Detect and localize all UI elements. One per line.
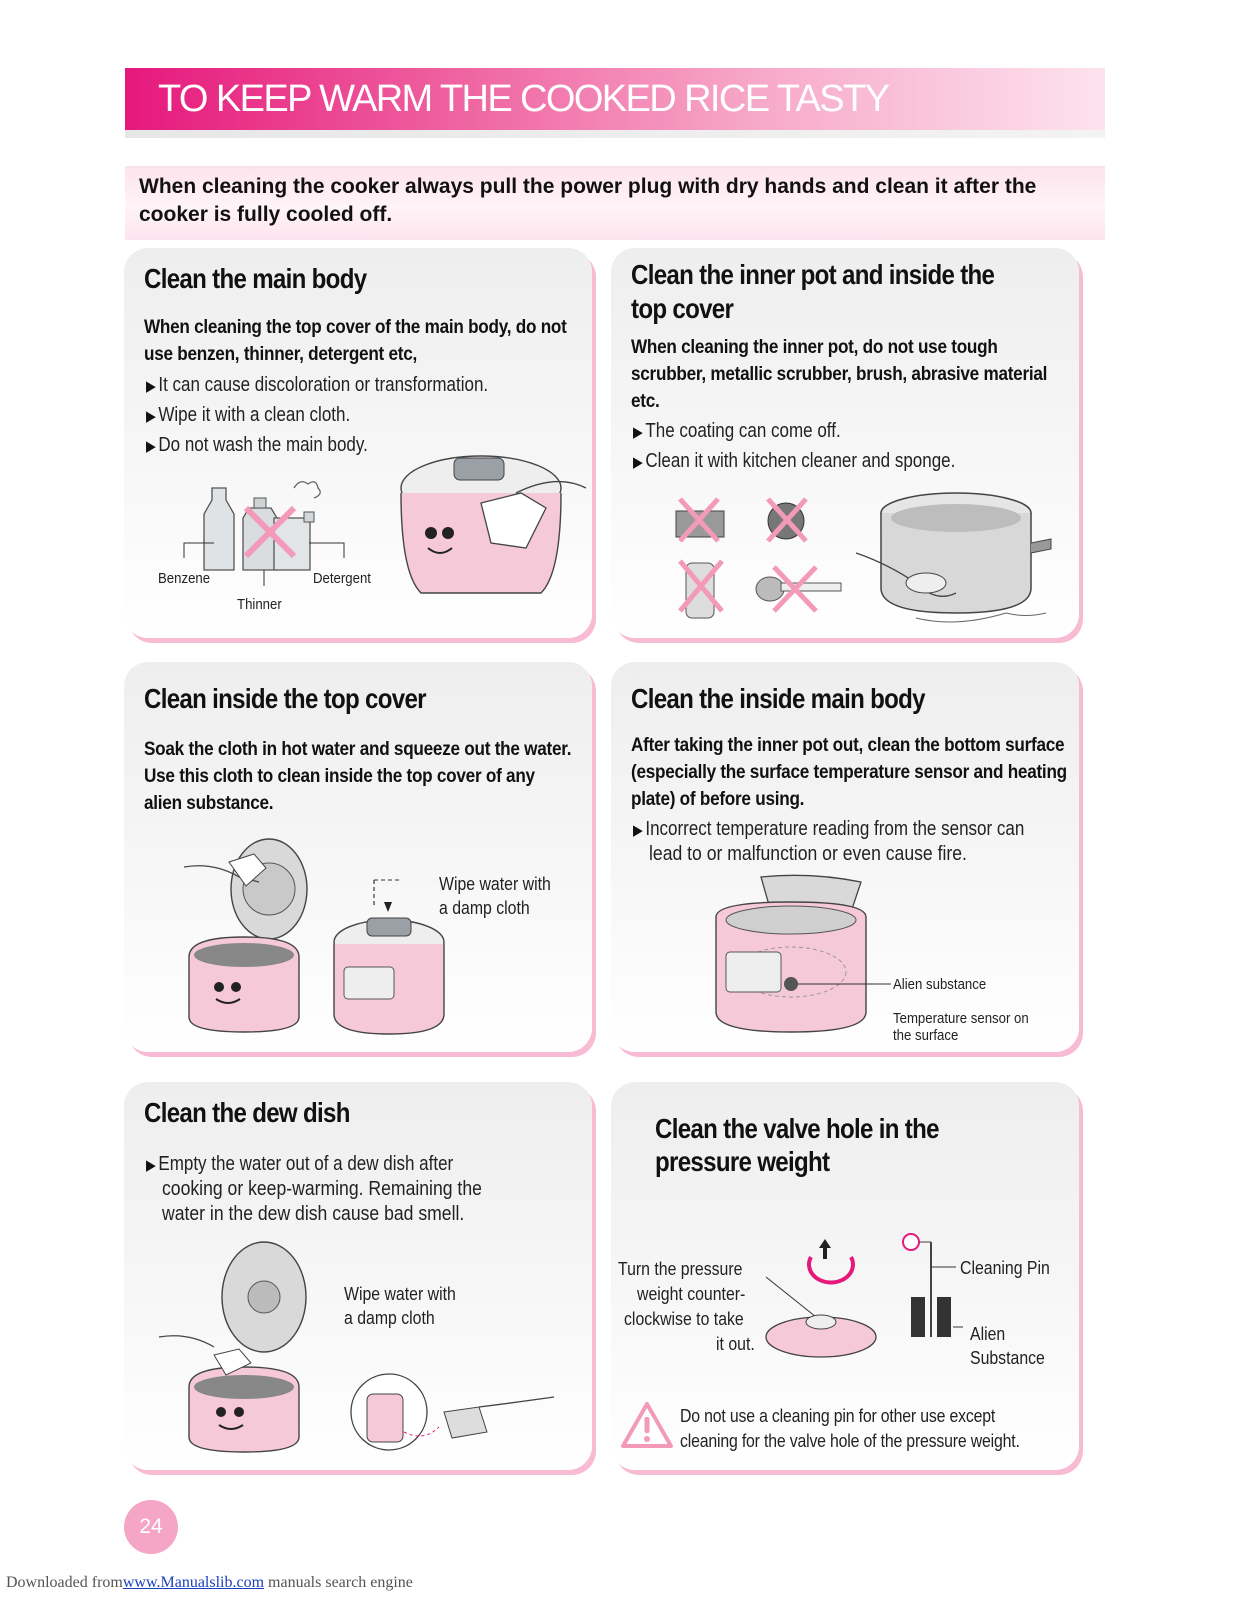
footer-suffix: manuals search engine [264,1574,413,1591]
panel-title: Clean the valve hole in the [655,1113,939,1144]
panel-top-cover [124,662,592,1052]
footer-text [6,1574,413,1592]
footer-link[interactable]: www.Manualslib.com [122,1574,265,1591]
caution-icon [619,1400,675,1450]
panel-title-line2: pressure weight [655,1146,830,1177]
footer-prefix: Downloaded from [6,1574,123,1591]
label-temperature-sensor-line2: the surface [893,1027,959,1044]
turn-instruction-line4: it out. [716,1334,755,1354]
panel-valve [611,1082,1079,1470]
panel-inside-body [611,662,1079,1052]
callout-text: Wipe water with [439,874,551,894]
label-detergent: Detergent [313,570,371,587]
callout-text-line2: a damp cloth [344,1308,435,1328]
bullet-item: ▶ Do not wash the main body. [146,433,368,459]
dew-dish-removal-illustration [349,1372,559,1462]
bullet-continuation: lead to or malfunction or even cause fire. [649,843,967,865]
bullet-item: ▶ Clean it with kitchen cleaner and sponge. [633,449,955,475]
panel-title-line2: top cover [631,293,734,324]
label-cleaning-pin: Cleaning Pin [960,1258,1050,1278]
label-alien-substance: Alien [970,1324,1006,1344]
panel-title: Clean inside the top cover [144,683,426,714]
label-alien-substance: Alien substance [893,976,987,993]
panel-title: Clean the inner pot and inside the [631,259,995,290]
label-temperature-sensor: Temperature sensor on [893,1010,1029,1027]
header-underline [125,130,1105,138]
bullet-item: ▶ Incorrect temperature reading from the sensor can [633,817,1024,843]
panel-title: Clean the dew dish [144,1097,350,1128]
bullet-item: ▶ The coating can come off. [633,419,841,445]
panel-intro: When cleaning the top cover of the main body, do not use benzen, thinner, detergent etc, [144,316,567,365]
label-benzene: Benzene [158,570,211,587]
turn-instruction: Turn the pressure [618,1259,743,1279]
warning-text: When cleaning the cooker always pull the power plug with dry hands and clean it after the cooker is fully cooled off. [139,175,1037,226]
closed-cooker-illustration [329,872,454,1042]
panel-title: Clean the inside main body [631,683,925,714]
panel-dew-dish [124,1082,592,1470]
pressure-weight-illustration [761,1237,881,1372]
panel-intro: When cleaning the inner pot, do not use tough scrubber, metallic scrubber, brush, abrasive material etc. [631,336,1048,412]
panel-title: Clean the main body [144,263,367,294]
panel-intro: After taking the inner pot out, clean the bottom surface (especially the surface temperature sensor and heating plate) of before using. [631,734,1067,810]
caution-text: Do not use a cleaning pin for other use except [680,1406,996,1426]
label-thinner: Thinner [237,596,282,613]
cooker-interior-illustration [706,872,881,1052]
page-number: 24 [124,1500,178,1554]
label-alien-substance-line2: Substance [970,1348,1045,1368]
page-title: TO KEEP WARM THE COOKED RICE TASTY [158,78,889,120]
panel-intro: Soak the cloth in hot water and squeeze out the water. Use this cloth to clean inside the top cover of any alien substance. [144,738,572,814]
turn-instruction-line2: weight counter- [637,1284,746,1304]
bullet-item: ▶ Empty the water out of a dew dish after [146,1152,453,1178]
prohibited-tools-illustration [666,493,856,633]
bullet-continuation: water in the dew dish cause bad smell. [162,1203,465,1225]
callout-text: Wipe water with [344,1284,456,1304]
open-cooker-illustration [184,837,314,1037]
inner-pot-illustration [856,488,1071,638]
panel-inner-pot [611,248,1079,638]
panel-main-body [124,248,592,638]
bullet-item: ▶ Wipe it with a clean cloth. [146,403,350,429]
caution-text-line2: cleaning for the valve hole of the pressure weight. [680,1431,1020,1451]
cooker-wipe-illustration [386,448,586,613]
bullet-continuation: cooking or keep-warming. Remaining the [162,1178,482,1200]
cleaning-pin-illustration [901,1232,981,1347]
bullet-item: ▶ It can cause discoloration or transformation. [146,373,488,399]
turn-instruction-line3: clockwise to take [624,1309,744,1329]
dew-dish-cooker-illustration [159,1237,309,1457]
callout-text-line2: a damp cloth [439,898,530,918]
